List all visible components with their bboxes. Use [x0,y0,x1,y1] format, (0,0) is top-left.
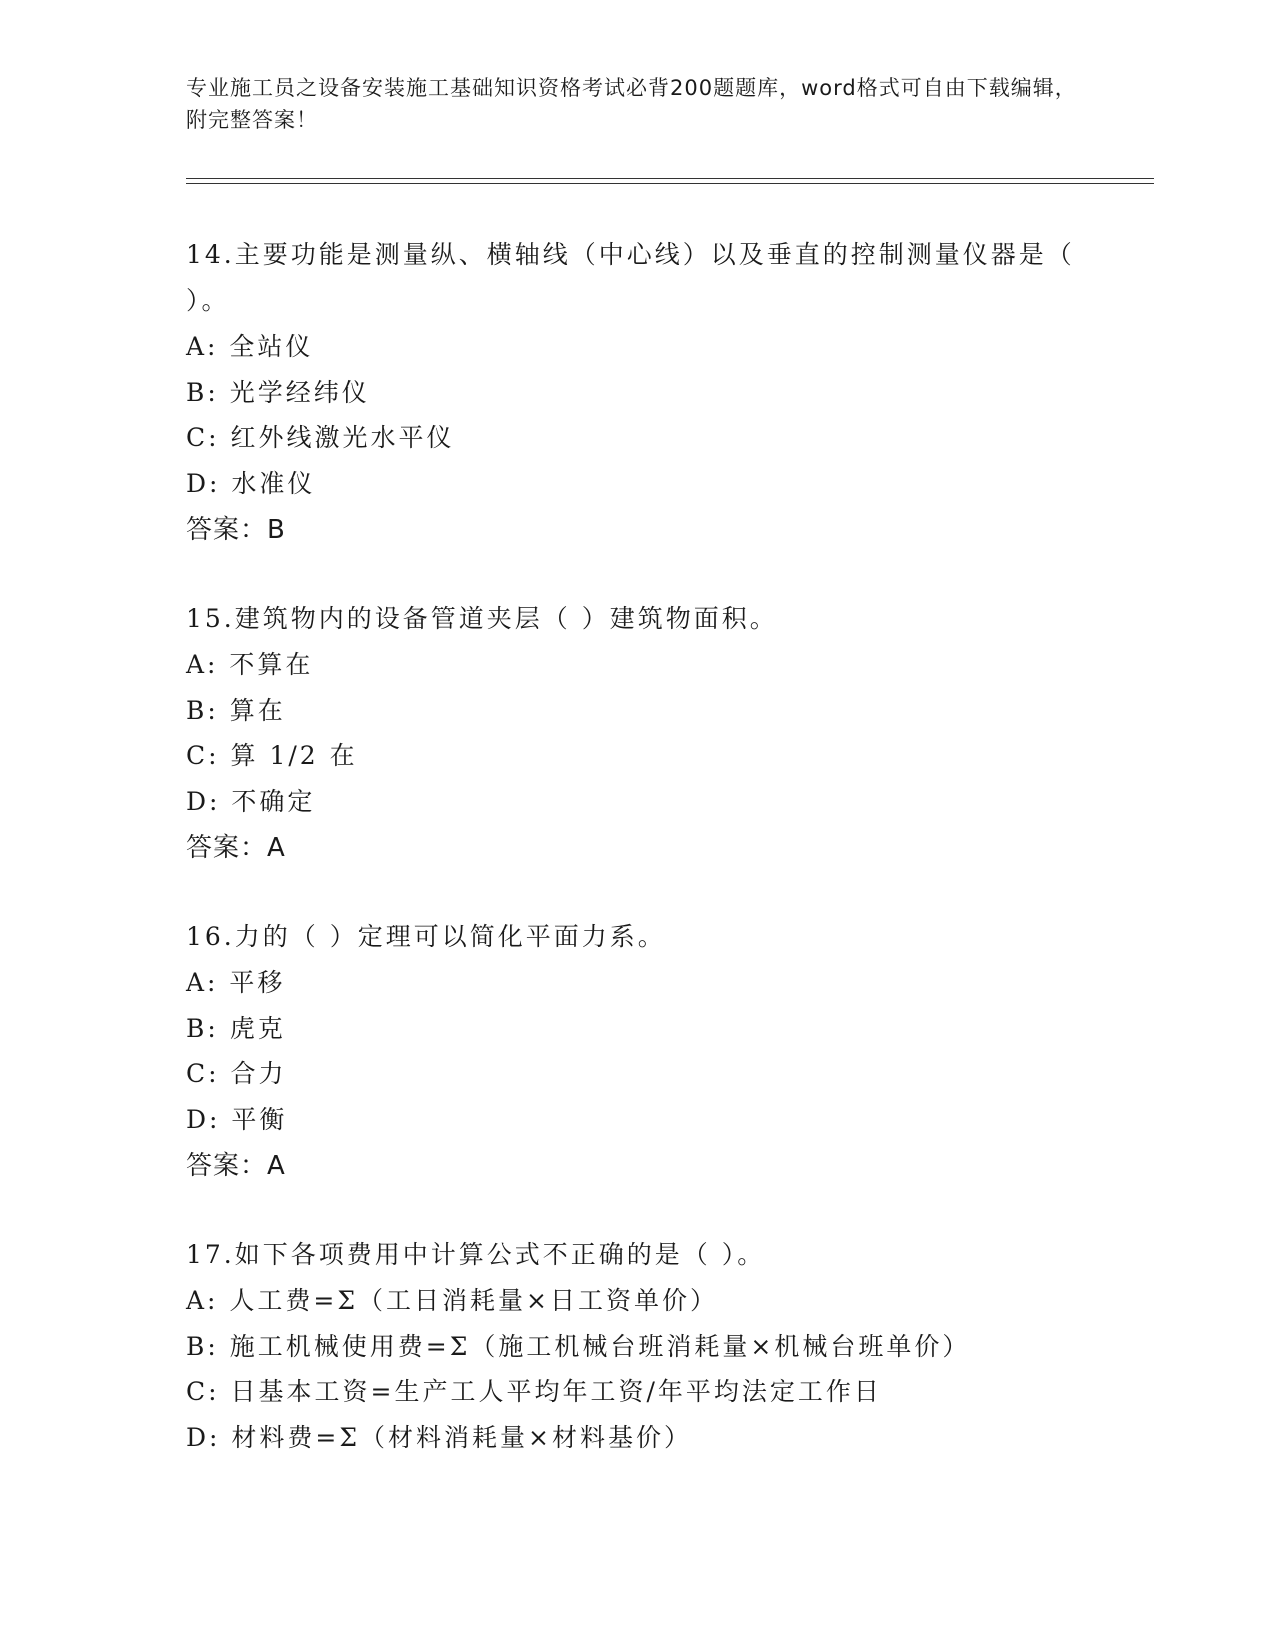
option-b: B: 虎克 [186,1013,286,1043]
option-d: D: 平衡 [186,1104,288,1134]
option-d: D: 水准仪 [186,468,316,498]
question-stem: 17.如下各项费用中计算公式不正确的是（ ）。 [186,1240,766,1269]
option-d: D: 不确定 [186,786,316,816]
question-15 [186,596,1086,872]
question-stem: 15.建筑物内的设备管道夹层（ ）建筑物面积。 [186,604,778,633]
option-a: A: 人工费=Σ（工日消耗量×日工资单价） [186,1286,718,1315]
question-14 [186,232,1086,554]
option-a: A: 全站仪 [186,332,314,361]
answer: 答案：A [186,833,286,863]
option-c: C: 红外线激光水平仪 [186,423,455,452]
header-divider [186,178,1154,184]
question-stem: 16.力的（ ）定理可以简化平面力系。 [186,922,666,951]
option-a: A: 不算在 [186,650,314,679]
question-list [186,232,1086,1502]
option-b: B: 施工机械使用费=Σ（施工机械台班消耗量×机械台班单价） [186,1331,971,1361]
answer: 答案：A [186,1151,286,1181]
option-d: D: 材料费=Σ（材料消耗量×材料基价） [186,1422,692,1452]
option-c: C: 算 1/2 在 [186,741,358,770]
question-17 [186,1232,1086,1460]
question-16 [186,914,1086,1190]
answer: 答案：B [186,515,286,545]
option-b: B: 算在 [186,695,286,725]
page-header: 专业施工员之设备安装施工基础知识资格考试必背200题题库，word格式可自由下载编辑，附完整答案！ [186,76,1077,132]
option-b: B: 光学经纬仪 [186,377,370,407]
question-stem: 14.主要功能是测量纵、横轴线（中心线）以及垂直的控制测量仪器是（ ）。 [186,240,1075,315]
option-c: C: 合力 [186,1059,287,1088]
option-a: A: 平移 [186,968,286,997]
option-c: C: 日基本工资=生产工人平均年工资/年平均法定工作日 [186,1377,882,1406]
